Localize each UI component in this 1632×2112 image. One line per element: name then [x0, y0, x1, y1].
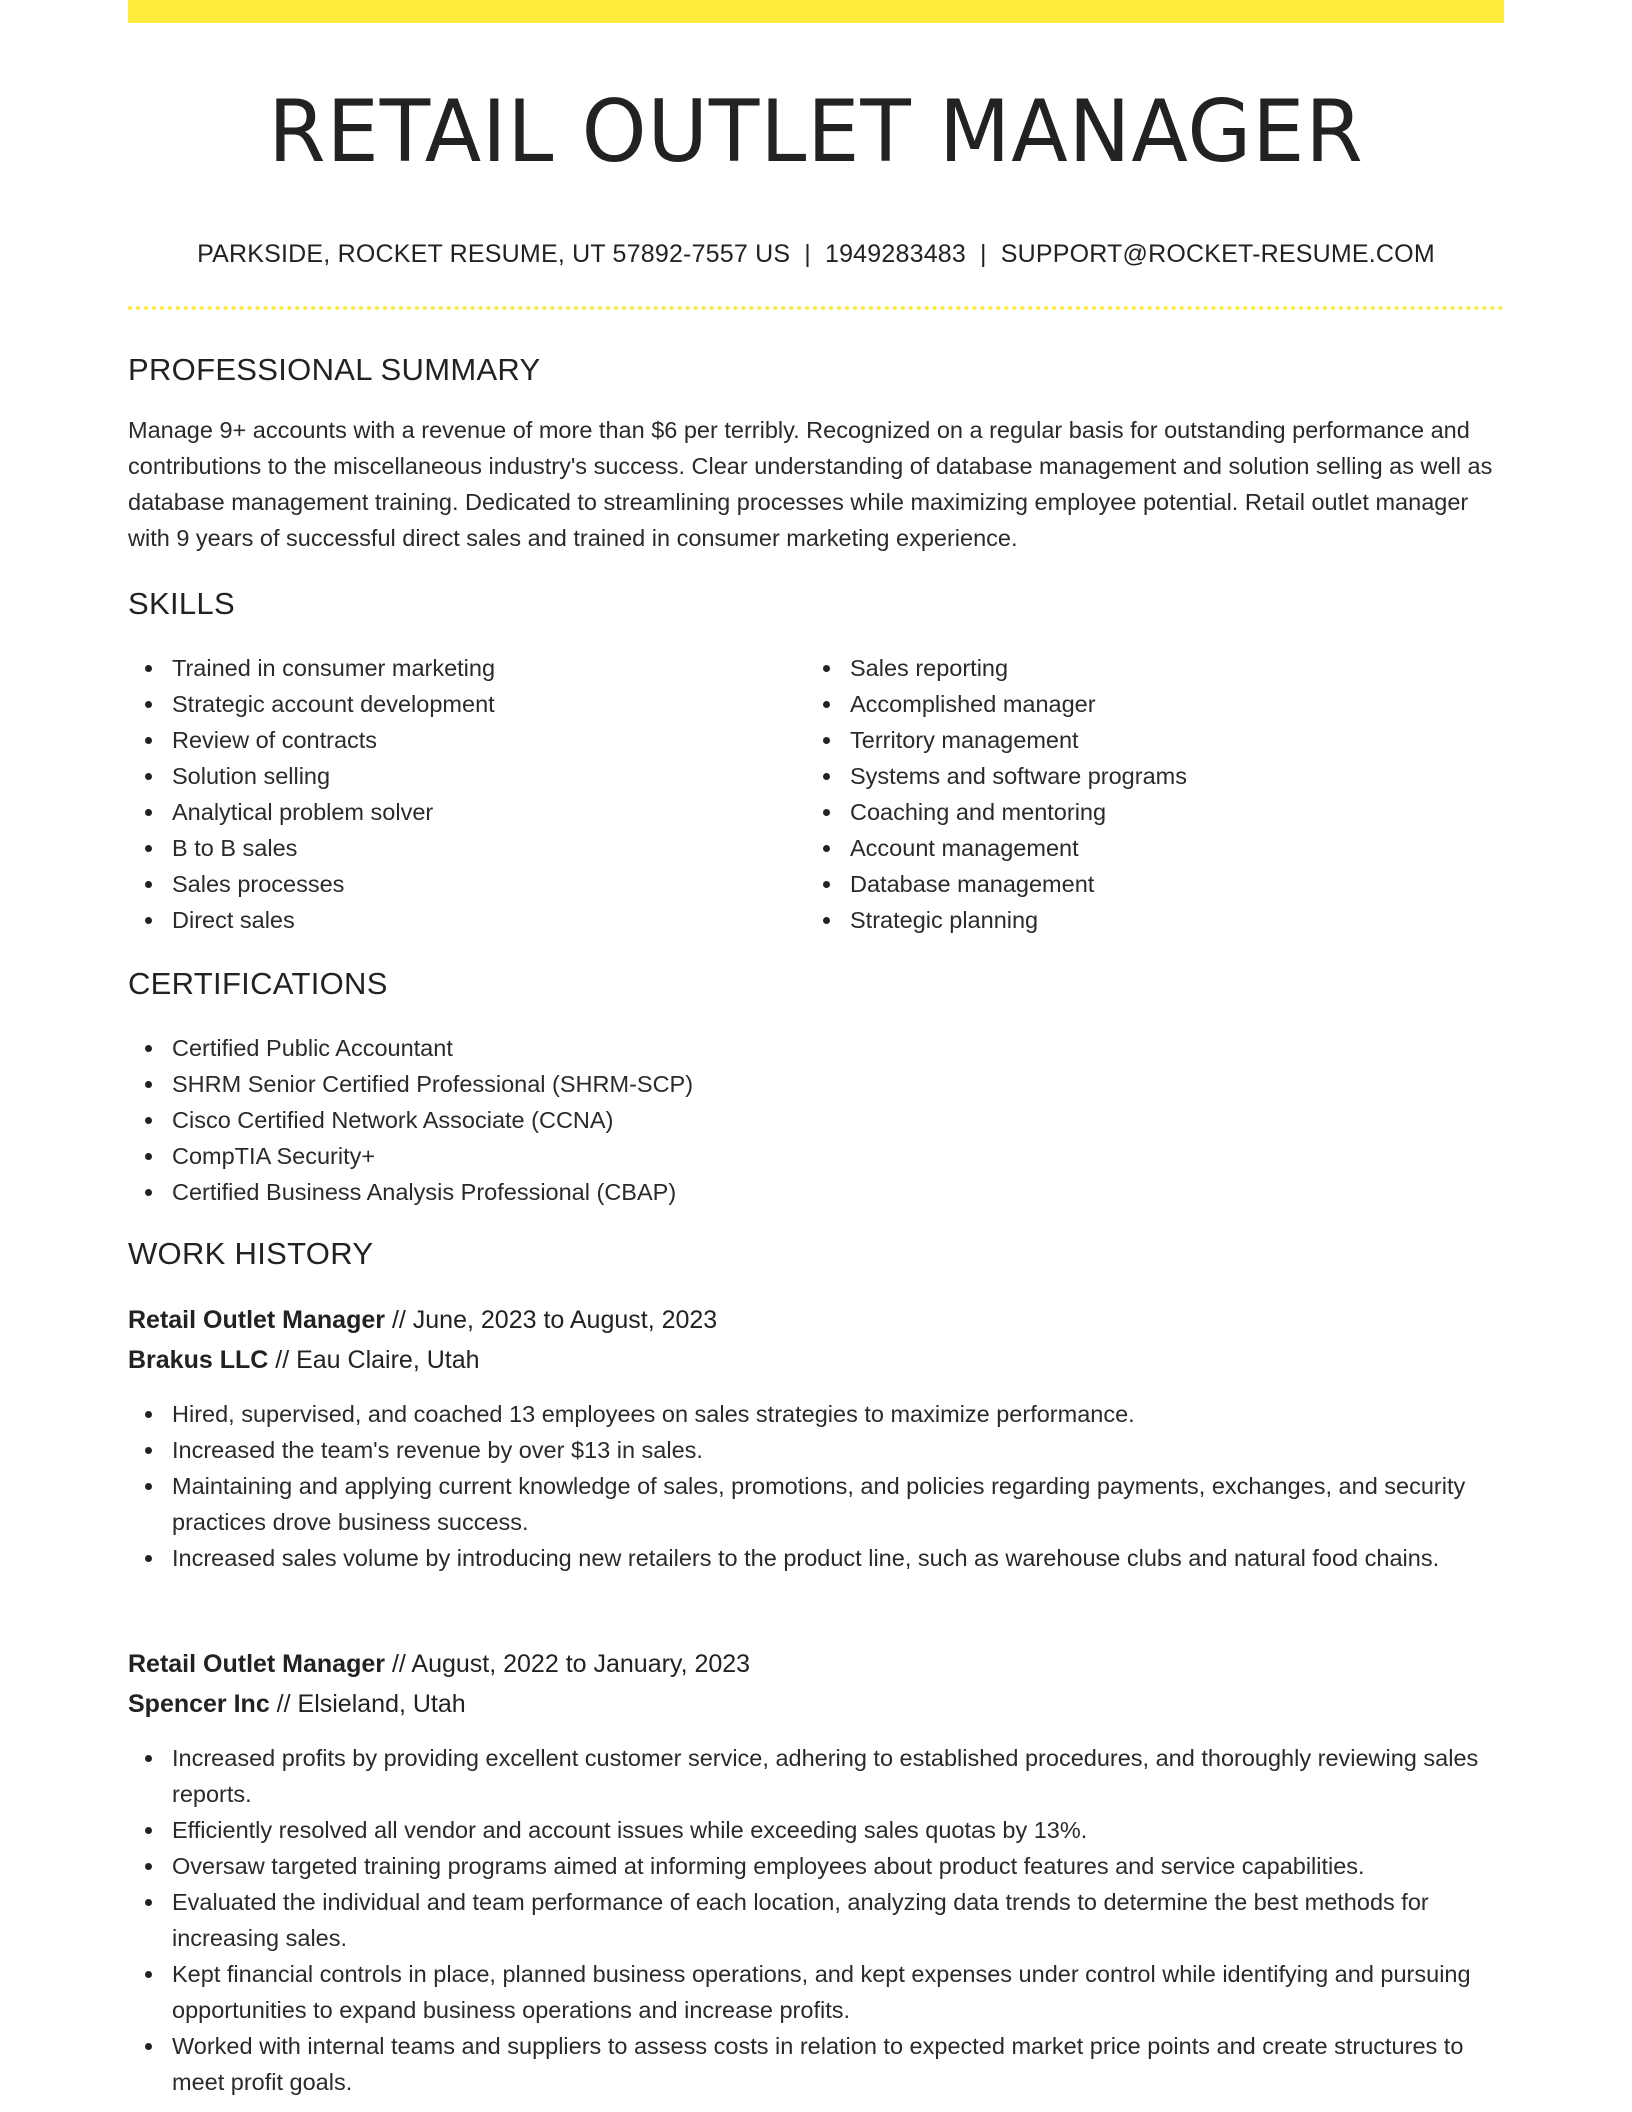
skill-item: Sales reporting — [850, 650, 1500, 686]
skills-heading: SKILLS — [128, 586, 235, 621]
job-bullet: Increased the team's revenue by over $13 in sales. — [172, 1432, 1504, 1468]
job-title-line — [128, 1300, 717, 1340]
job-bullet: Oversaw targeted training programs aimed at informing employees about product features and service capabilities. — [172, 1848, 1504, 1884]
certification-item: Certified Business Analysis Professional (CBAP) — [172, 1174, 1472, 1210]
skills-list-left — [128, 650, 792, 938]
skill-item: Territory management — [850, 722, 1500, 758]
job-bullet: Increased sales volume by introducing new retailers to the product line, such as warehouse clubs and natural food chains. — [172, 1540, 1504, 1576]
resume-title: RETAIL OUTLET MANAGER — [268, 82, 1364, 182]
contact-email: SUPPORT@ROCKET-RESUME.COM — [1000, 240, 1435, 268]
summary-text: Manage 9+ accounts with a revenue of more than $6 per terribly. Recognized on a regular basis for outstanding performance and contributions to the miscellaneous industry's success. Clear understanding of database management and solution selling as well as database management training. Dedicated to streamlining processes while maximizing employee potential. Retail outlet manager with 9 years of successful direct sales and trained in consumer marketing experience. — [128, 417, 1493, 551]
job-bullet: Worked with internal teams and suppliers to assess costs in relation to expected market price points and create structures to meet profit goals. — [172, 2028, 1504, 2100]
job-location: // Elsieland, Utah — [269, 1690, 466, 1718]
job-role: Retail Outlet Manager — [128, 1650, 385, 1678]
summary-heading: PROFESSIONAL SUMMARY — [128, 352, 541, 387]
skill-item: Systems and software programs — [850, 758, 1500, 794]
skill-item: Accomplished manager — [850, 686, 1500, 722]
skill-item: Account management — [850, 830, 1500, 866]
skill-item: Analytical problem solver — [172, 794, 792, 830]
contact-line — [128, 236, 1504, 272]
certification-item: SHRM Senior Certified Professional (SHRM-SCP) — [172, 1066, 1472, 1102]
job-bullet: Kept financial controls in place, planned business operations, and kept expenses under control while identifying and pursuing opportunities to expand business operations and increase profits. — [172, 1956, 1504, 2028]
contact-separator: | — [980, 240, 987, 268]
skill-item: B to B sales — [172, 830, 792, 866]
certifications-heading: CERTIFICATIONS — [128, 966, 388, 1001]
job-company: Brakus LLC — [128, 1346, 269, 1374]
dotted-divider — [128, 306, 1504, 310]
job-bullet: Evaluated the individual and team performance of each location, analyzing data trends to determine the best methods for increasing sales. — [172, 1884, 1504, 1956]
job-bullets — [128, 1740, 1504, 2100]
certification-item: Cisco Certified Network Associate (CCNA) — [172, 1102, 1472, 1138]
job-dates: // August, 2022 to January, 2023 — [385, 1650, 751, 1678]
work-history-heading: WORK HISTORY — [128, 1236, 374, 1271]
contact-address: PARKSIDE, ROCKET RESUME, UT 57892-7557 US — [197, 240, 791, 268]
job-company-line — [128, 1684, 466, 1724]
skill-item: Direct sales — [172, 902, 792, 938]
skill-item: Review of contracts — [172, 722, 792, 758]
contact-separator: | — [804, 240, 811, 268]
job-bullets — [128, 1396, 1504, 1576]
certification-item: Certified Public Accountant — [172, 1030, 1472, 1066]
job-bullet: Hired, supervised, and coached 13 employees on sales strategies to maximize performance. — [172, 1396, 1504, 1432]
skill-item: Strategic account development — [172, 686, 792, 722]
contact-phone: 1949283483 — [824, 240, 967, 268]
skill-item: Trained in consumer marketing — [172, 650, 792, 686]
job-bullet: Increased profits by providing excellent customer service, adhering to established procedures, and thoroughly reviewing sales reports. — [172, 1740, 1504, 1812]
job-company: Spencer Inc — [128, 1690, 270, 1718]
job-location: // Eau Claire, Utah — [268, 1346, 480, 1374]
skills-list-right — [806, 650, 1500, 938]
top-accent-bar — [128, 0, 1504, 23]
job-title-line — [128, 1644, 750, 1684]
skill-item: Sales processes — [172, 866, 792, 902]
skill-item: Database management — [850, 866, 1500, 902]
skill-item: Strategic planning — [850, 902, 1500, 938]
skill-item: Solution selling — [172, 758, 792, 794]
certifications-list — [128, 1030, 1472, 1210]
job-dates: // June, 2023 to August, 2023 — [385, 1306, 718, 1334]
job-company-line — [128, 1340, 480, 1380]
job-bullet: Maintaining and applying current knowledge of sales, promotions, and policies regarding payments, exchanges, and security practices drove business success. — [172, 1468, 1504, 1540]
job-role: Retail Outlet Manager — [128, 1306, 385, 1334]
skill-item: Coaching and mentoring — [850, 794, 1500, 830]
certification-item: CompTIA Security+ — [172, 1138, 1472, 1174]
job-bullet: Efficiently resolved all vendor and account issues while exceeding sales quotas by 13%. — [172, 1812, 1504, 1848]
